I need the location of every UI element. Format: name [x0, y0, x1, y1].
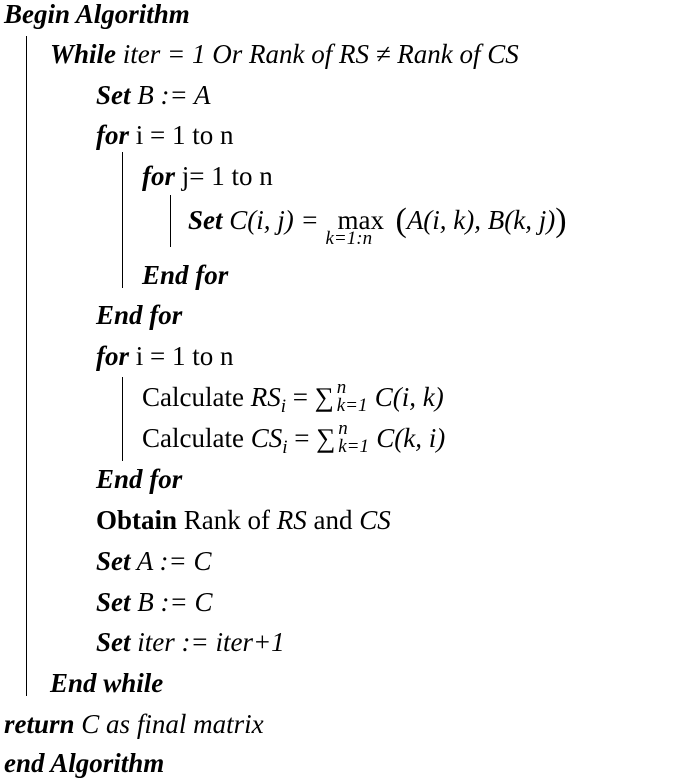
- calculate-rs-line: [142, 377, 444, 418]
- end-for-inner-line: [142, 255, 228, 296]
- set-keyword: Set: [188, 205, 223, 235]
- max-label: max: [337, 205, 384, 235]
- return-line: [4, 704, 264, 745]
- open-paren: (: [395, 202, 407, 239]
- end-for-outer-line: [96, 295, 182, 336]
- rs-subscript: i: [280, 396, 286, 417]
- for-i-range: i = 1 to n: [129, 341, 234, 371]
- end-algorithm-keyword: end Algorithm: [4, 748, 165, 778]
- for-i-line-1: [96, 115, 233, 156]
- for-keyword: for: [96, 120, 129, 150]
- set-keyword: Set: [96, 587, 131, 617]
- outer-for-block-rule: [122, 152, 123, 288]
- end-for-keyword: End for: [142, 260, 229, 290]
- and-text: and: [306, 505, 360, 535]
- for-keyword: for: [96, 341, 129, 371]
- set-a-expression: A := C: [130, 546, 212, 576]
- set-c-line: [188, 200, 567, 249]
- while-keyword: While: [50, 39, 117, 69]
- sum-expression: C(k, i): [376, 423, 446, 453]
- set-iter-line: [96, 622, 285, 663]
- for-j-line: [142, 156, 273, 197]
- calculate-cs-line: [142, 418, 445, 459]
- begin-keyword: Begin Algorithm: [4, 0, 190, 29]
- equals-sign: =: [285, 382, 315, 412]
- sum-expression: C(i, k): [374, 382, 444, 412]
- end-for-line-2: [96, 459, 182, 500]
- set-b-expression: B := C: [130, 587, 213, 617]
- sum-lower-limit: k=1: [336, 395, 368, 416]
- set-keyword: Set: [96, 546, 131, 576]
- set-keyword: Set: [96, 80, 131, 110]
- cs-subscript: i: [282, 437, 288, 458]
- max-subscript: k=1:n: [325, 228, 373, 249]
- sigma-symbol: ∑: [314, 382, 334, 412]
- end-while-line: [50, 663, 163, 704]
- max-operator: [325, 200, 395, 249]
- set-b-c-line: [96, 582, 212, 623]
- set-b-expression: B := A: [130, 80, 211, 110]
- sum-lower-limit: k=1: [338, 436, 369, 457]
- for-j-range: j= 1 to n: [175, 161, 273, 191]
- rs-variable: RS: [243, 382, 281, 412]
- obtain-keyword: Obtain: [96, 505, 178, 535]
- rs-variable: RS: [276, 505, 307, 535]
- sum-upper-limit: n: [338, 418, 348, 439]
- set-b-line: [96, 75, 210, 116]
- for-keyword: for: [142, 161, 175, 191]
- set-a-line: [96, 541, 212, 582]
- close-paren: ): [555, 202, 567, 239]
- c-ij-lhs: C(i, j) =: [222, 205, 326, 235]
- inner-for-block-rule: [170, 195, 171, 247]
- while-line: [50, 34, 519, 75]
- end-for-keyword: End for: [96, 464, 183, 494]
- rank-of-text: Rank of: [177, 505, 277, 535]
- summation: [316, 418, 376, 459]
- end-for-keyword: End for: [96, 300, 183, 330]
- iter-increment: iter := iter+1: [130, 627, 285, 657]
- for-i-line-2: [96, 336, 233, 377]
- return-keyword: return: [4, 709, 75, 739]
- cs-variable: CS: [359, 505, 391, 535]
- equals-sign: =: [287, 423, 317, 453]
- calculate-label: Calculate: [142, 382, 244, 412]
- for-i-range: i = 1 to n: [129, 120, 234, 150]
- sum-for-block-rule: [122, 377, 123, 461]
- sigma-symbol: ∑: [316, 423, 336, 453]
- cs-variable: CS: [243, 423, 283, 453]
- obtain-rank-line: [96, 500, 391, 541]
- max-arguments: A(i, k), B(k, j): [406, 205, 556, 235]
- sum-upper-limit: n: [336, 377, 347, 398]
- while-block-rule: [26, 36, 27, 696]
- end-algorithm-line: [4, 743, 164, 784]
- calculate-label: Calculate: [142, 423, 244, 453]
- return-value: C as final matrix: [74, 709, 264, 739]
- set-keyword: Set: [96, 627, 131, 657]
- begin-algorithm-line: [4, 0, 190, 35]
- while-condition: iter = 1 Or Rank of RS ≠ Rank of CS: [116, 39, 519, 69]
- end-while-keyword: End while: [50, 668, 164, 698]
